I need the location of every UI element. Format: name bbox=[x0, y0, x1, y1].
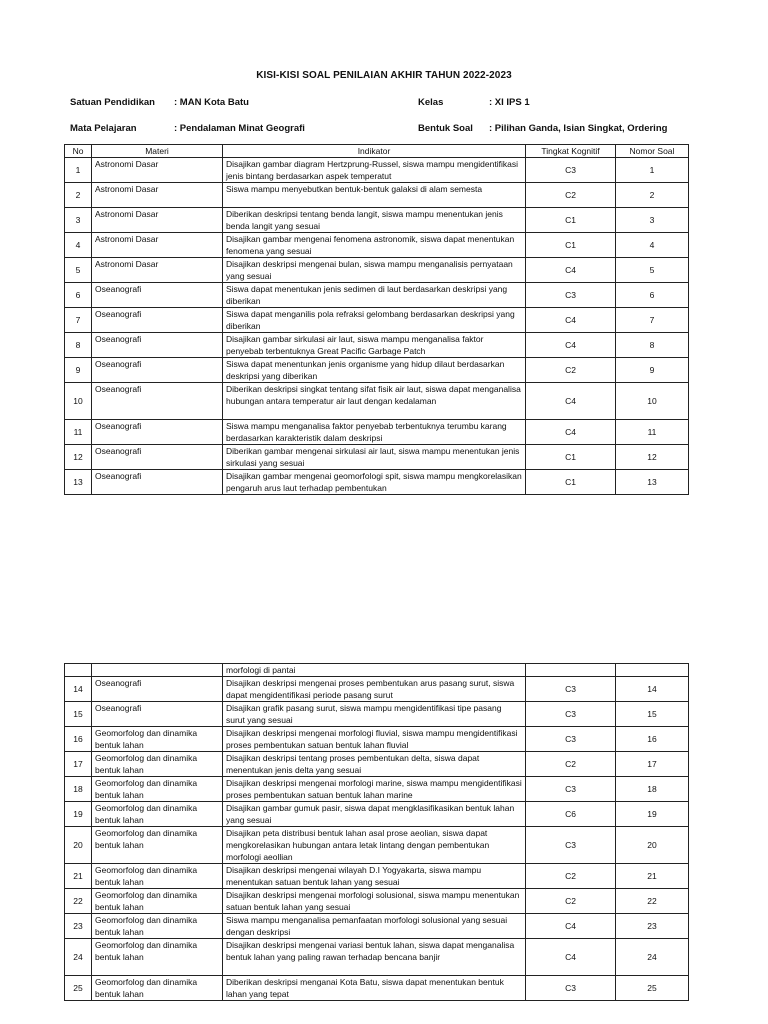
kisi-kisi-table-continued bbox=[64, 663, 689, 1001]
satuan-value: : MAN Kota Batu bbox=[174, 97, 249, 108]
cell-indikator: Disajikan gambar diagram Hertzprung-Russel, siswa mampu mengidentifikasi jenis bintang berdasarkan aspek temperatut bbox=[223, 158, 526, 183]
cell-no: 23 bbox=[65, 914, 92, 939]
mapel-value: : Pendalaman Minat Geografi bbox=[174, 123, 305, 134]
table-row bbox=[65, 358, 689, 383]
bentuk-value: : Pilihan Ganda, Isian Singkat, Ordering bbox=[489, 123, 668, 134]
table-row bbox=[65, 914, 689, 939]
header-no: No bbox=[65, 145, 92, 158]
cell-indikator: Disajikan grafik pasang surut, siswa mampu mengidentifikasi tipe pasang surut yang sesuai bbox=[223, 702, 526, 727]
cell-no: 21 bbox=[65, 864, 92, 889]
cell-indikator: Siswa dapat menentunkan jenis organisme yang hidup dilaut berdasarkan deskripsi yang diberikan bbox=[223, 358, 526, 383]
cell-no: 11 bbox=[65, 420, 92, 445]
kelas-value: : XI IPS 1 bbox=[489, 97, 530, 108]
cell-nomor: 7 bbox=[616, 308, 689, 333]
table-row bbox=[65, 976, 689, 1001]
cell-nomor: 23 bbox=[616, 914, 689, 939]
cell-nomor: 14 bbox=[616, 677, 689, 702]
cell-materi: Oseanografi bbox=[92, 420, 223, 445]
header-materi: Materi bbox=[92, 145, 223, 158]
cell-indikator: Disajikan deskripsi mengenai morfologi marine, siswa mampu mengidentifikasi proses pembentukan satuan bentuk lahan marine bbox=[223, 777, 526, 802]
table-row bbox=[65, 677, 689, 702]
cell-indikator: Siswa mampu menyebutkan bentuk-bentuk galaksi di alam semesta bbox=[223, 183, 526, 208]
cell-no: 2 bbox=[65, 183, 92, 208]
cell-no: 5 bbox=[65, 258, 92, 283]
cell-nomor: 24 bbox=[616, 939, 689, 976]
cell-nomor: 1 bbox=[616, 158, 689, 183]
table-row bbox=[65, 470, 689, 495]
cell-tingkat: C3 bbox=[526, 777, 616, 802]
cell-indikator: Diberikan deskripsi menganai Kota Batu, siswa dapat menentukan bentuk lahan yang tepat bbox=[223, 976, 526, 1001]
cell-tingkat: C2 bbox=[526, 752, 616, 777]
table-row bbox=[65, 702, 689, 727]
table-row bbox=[65, 827, 689, 864]
cell-indikator: Diberikan gambar mengenai sirkulasi air laut, siswa mampu menentukan jenis sirkulasi yang sesuai bbox=[223, 445, 526, 470]
cell-indikator: Disajikan deskripsi mengenai variasi bentuk lahan, siswa dapat menganalisa bentuk lahan yang paling rawan terhadap bencana banjir bbox=[223, 939, 526, 976]
cell-indikator: Disajikan gambar gumuk pasir, siswa dapat mengklasifikasikan bentuk lahan yang sesuai bbox=[223, 802, 526, 827]
cell-materi: Oseanografi bbox=[92, 702, 223, 727]
cell-no: 12 bbox=[65, 445, 92, 470]
cell-materi: Geomorfolog dan dinamika bentuk lahan bbox=[92, 827, 223, 864]
cell-no: 18 bbox=[65, 777, 92, 802]
cell-indikator: Disajikan deskripsi mengenai morfologi fluvial, siswa mampu mengidentifikasi proses pembentukan satuan bentuk lahan fluvial bbox=[223, 727, 526, 752]
cell-no: 13 bbox=[65, 470, 92, 495]
cell-tingkat: C1 bbox=[526, 445, 616, 470]
cell-indikator: Disajikan gambar mengenai geomorfologi spit, siswa mampu mengkorelasikan pengaruh arus laut terhadap pembentukan bbox=[223, 470, 526, 495]
cell-tingkat: C6 bbox=[526, 802, 616, 827]
cell-tingkat: C3 bbox=[526, 976, 616, 1001]
cell-nomor: 3 bbox=[616, 208, 689, 233]
cell-nomor: 6 bbox=[616, 283, 689, 308]
cell-nomor: 4 bbox=[616, 233, 689, 258]
table-row bbox=[65, 777, 689, 802]
cell-materi: Astronomi Dasar bbox=[92, 183, 223, 208]
cell-indikator: Disajikan gambar mengenai fenomena astronomik, siswa dapat menentukan fenomena yang sesuai bbox=[223, 233, 526, 258]
cell-tingkat: C2 bbox=[526, 889, 616, 914]
header-indikator: Indikator bbox=[223, 145, 526, 158]
cell-indikator: Disajikan deskripsi mengenai proses pembentukan arus pasang surut, siswa dapat mengidentifikasi periode pasang surut bbox=[223, 677, 526, 702]
cell-indikator: Siswa mampu menganalisa faktor penyebab terbentuknya terumbu karang berdasarkan karakteristik dalam deskripsi bbox=[223, 420, 526, 445]
header-nomor: Nomor Soal bbox=[616, 145, 689, 158]
cell-nomor: 25 bbox=[616, 976, 689, 1001]
cell-tingkat: C2 bbox=[526, 358, 616, 383]
cell-tingkat: C3 bbox=[526, 283, 616, 308]
cell-no: 15 bbox=[65, 702, 92, 727]
cell-materi: Oseanografi bbox=[92, 677, 223, 702]
cell-indikator: Disajikan deskripsi mengenai morfologi solusional, siswa mampu menentukan satuan bentuk lahan yang sesuai bbox=[223, 889, 526, 914]
cell-indikator: Diberikan deskripsi tentang benda langit, siswa mampu menentukan jenis benda langit yang sesuai bbox=[223, 208, 526, 233]
cell-nomor: 2 bbox=[616, 183, 689, 208]
cell-nomor: 5 bbox=[616, 258, 689, 283]
cell-indikator: Siswa dapat menganilis pola refraksi gelombang berdasarkan deskripsi yang diberikan bbox=[223, 308, 526, 333]
cell-no: 4 bbox=[65, 233, 92, 258]
cell-materi: Geomorfolog dan dinamika bentuk lahan bbox=[92, 889, 223, 914]
table-row bbox=[65, 283, 689, 308]
cell-tingkat: C3 bbox=[526, 702, 616, 727]
cell-materi: Oseanografi bbox=[92, 383, 223, 420]
cell-materi: Oseanografi bbox=[92, 308, 223, 333]
continuation-text: morfologi di pantai bbox=[223, 664, 526, 677]
table-row bbox=[65, 383, 689, 420]
cell-no: 9 bbox=[65, 358, 92, 383]
cell-nomor: 13 bbox=[616, 470, 689, 495]
kelas-label: Kelas bbox=[418, 97, 444, 108]
cell-tingkat: C3 bbox=[526, 727, 616, 752]
cell-tingkat: C1 bbox=[526, 233, 616, 258]
cell-tingkat: C4 bbox=[526, 308, 616, 333]
cell-nomor: 12 bbox=[616, 445, 689, 470]
table-row bbox=[65, 208, 689, 233]
cell-materi: Astronomi Dasar bbox=[92, 158, 223, 183]
cell-nomor: 19 bbox=[616, 802, 689, 827]
document-title: KISI-KISI SOAL PENILAIAN AKHIR TAHUN 2022-2023 bbox=[256, 70, 512, 81]
cell-no: 24 bbox=[65, 939, 92, 976]
cell-tingkat: C4 bbox=[526, 258, 616, 283]
cell-materi: Geomorfolog dan dinamika bentuk lahan bbox=[92, 976, 223, 1001]
table-header-row bbox=[65, 145, 689, 158]
cell-materi: Oseanografi bbox=[92, 283, 223, 308]
table-row bbox=[65, 308, 689, 333]
cell-no: 19 bbox=[65, 802, 92, 827]
table-row bbox=[65, 445, 689, 470]
cell-tingkat: C4 bbox=[526, 333, 616, 358]
cell-indikator: Disajikan deskripsi mengenai wilayah D.I Yogyakarta, siswa mampu menentukan satuan bentuk lahan yang sesuai bbox=[223, 864, 526, 889]
table-row bbox=[65, 889, 689, 914]
cell-materi: Astronomi Dasar bbox=[92, 208, 223, 233]
cell-tingkat: C4 bbox=[526, 939, 616, 976]
cell-indikator: Disajikan deskripsi tentang proses pembentukan delta, siswa dapat menentukan jenis delta yang sesuai bbox=[223, 752, 526, 777]
cell-materi: Geomorfolog dan dinamika bentuk lahan bbox=[92, 864, 223, 889]
table-row bbox=[65, 333, 689, 358]
cell-materi: Geomorfolog dan dinamika bentuk lahan bbox=[92, 914, 223, 939]
table-row bbox=[65, 727, 689, 752]
cell-no: 22 bbox=[65, 889, 92, 914]
cell-materi: Geomorfolog dan dinamika bentuk lahan bbox=[92, 727, 223, 752]
cell-nomor: 8 bbox=[616, 333, 689, 358]
cell-materi: Geomorfolog dan dinamika bentuk lahan bbox=[92, 802, 223, 827]
cell-indikator: Siswa dapat menentukan jenis sedimen di laut berdasarkan deskripsi yang diberikan bbox=[223, 283, 526, 308]
cell-tingkat: C2 bbox=[526, 864, 616, 889]
cell-tingkat: C2 bbox=[526, 183, 616, 208]
cell-materi: Geomorfolog dan dinamika bentuk lahan bbox=[92, 939, 223, 976]
cell-nomor: 17 bbox=[616, 752, 689, 777]
table-row bbox=[65, 864, 689, 889]
table-row bbox=[65, 939, 689, 976]
kisi-kisi-table bbox=[64, 144, 689, 495]
cell-materi: Geomorfolog dan dinamika bentuk lahan bbox=[92, 752, 223, 777]
cell-nomor: 16 bbox=[616, 727, 689, 752]
cell-no: 3 bbox=[65, 208, 92, 233]
table-row bbox=[65, 233, 689, 258]
cell-no: 1 bbox=[65, 158, 92, 183]
cell-no: 20 bbox=[65, 827, 92, 864]
cell-nomor: 18 bbox=[616, 777, 689, 802]
cell-tingkat: C1 bbox=[526, 208, 616, 233]
cell-tingkat: C1 bbox=[526, 470, 616, 495]
table-row bbox=[65, 802, 689, 827]
cell-no: 6 bbox=[65, 283, 92, 308]
cell-materi: Oseanografi bbox=[92, 333, 223, 358]
cell-indikator: Disajikan peta distribusi bentuk lahan asal prose aeolian, siswa dapat mengkorelasikan hubungan antara letak lintang dengan pembentukan morfologi aeollian bbox=[223, 827, 526, 864]
cell-nomor: 21 bbox=[616, 864, 689, 889]
header-tingkat: Tingkat Kognitif bbox=[526, 145, 616, 158]
cell-indikator: Diberikan deskripsi singkat tentang sifat fisik air laut, siswa dapat menganalisa hubungan antara temperatur air laut dengan kedalaman bbox=[223, 383, 526, 420]
cell-nomor: 11 bbox=[616, 420, 689, 445]
cell-nomor: 9 bbox=[616, 358, 689, 383]
cell-materi: Oseanografi bbox=[92, 470, 223, 495]
cell-materi: Astronomi Dasar bbox=[92, 258, 223, 283]
cell-tingkat: C3 bbox=[526, 677, 616, 702]
cell-nomor: 10 bbox=[616, 383, 689, 420]
table-row bbox=[65, 183, 689, 208]
table-row bbox=[65, 158, 689, 183]
table-row bbox=[65, 420, 689, 445]
cell-tingkat: C4 bbox=[526, 383, 616, 420]
cell-tingkat: C3 bbox=[526, 158, 616, 183]
cell-no: 17 bbox=[65, 752, 92, 777]
cell-no: 8 bbox=[65, 333, 92, 358]
cell-no: 7 bbox=[65, 308, 92, 333]
cell-no: 14 bbox=[65, 677, 92, 702]
mapel-label: Mata Pelajaran bbox=[70, 123, 137, 134]
cell-materi: Geomorfolog dan dinamika bentuk lahan bbox=[92, 777, 223, 802]
cell-nomor: 20 bbox=[616, 827, 689, 864]
cell-indikator: Disajikan deskripsi mengenai bulan, siswa mampu menganalisis pernyataan yang sesuai bbox=[223, 258, 526, 283]
table-row bbox=[65, 752, 689, 777]
cell-nomor: 22 bbox=[616, 889, 689, 914]
cell-materi: Astronomi Dasar bbox=[92, 233, 223, 258]
cell-no: 10 bbox=[65, 383, 92, 420]
cell-tingkat: C4 bbox=[526, 420, 616, 445]
cell-no: 16 bbox=[65, 727, 92, 752]
cell-indikator: Disajikan gambar sirkulasi air laut, siswa mampu menganalisa faktor penyebab terbentuknya Great Pacific Garbage Patch bbox=[223, 333, 526, 358]
continuation-row bbox=[65, 664, 689, 677]
satuan-label: Satuan Pendidikan bbox=[70, 97, 155, 108]
cell-nomor: 15 bbox=[616, 702, 689, 727]
cell-tingkat: C4 bbox=[526, 914, 616, 939]
cell-no: 25 bbox=[65, 976, 92, 1001]
cell-materi: Oseanografi bbox=[92, 445, 223, 470]
cell-tingkat: C3 bbox=[526, 827, 616, 864]
table-row bbox=[65, 258, 689, 283]
cell-indikator: Siswa mampu menganalisa pemanfaatan morfologi solusional yang sesuai dengan deskripsi bbox=[223, 914, 526, 939]
bentuk-label: Bentuk Soal bbox=[418, 123, 473, 134]
cell-materi: Oseanografi bbox=[92, 358, 223, 383]
